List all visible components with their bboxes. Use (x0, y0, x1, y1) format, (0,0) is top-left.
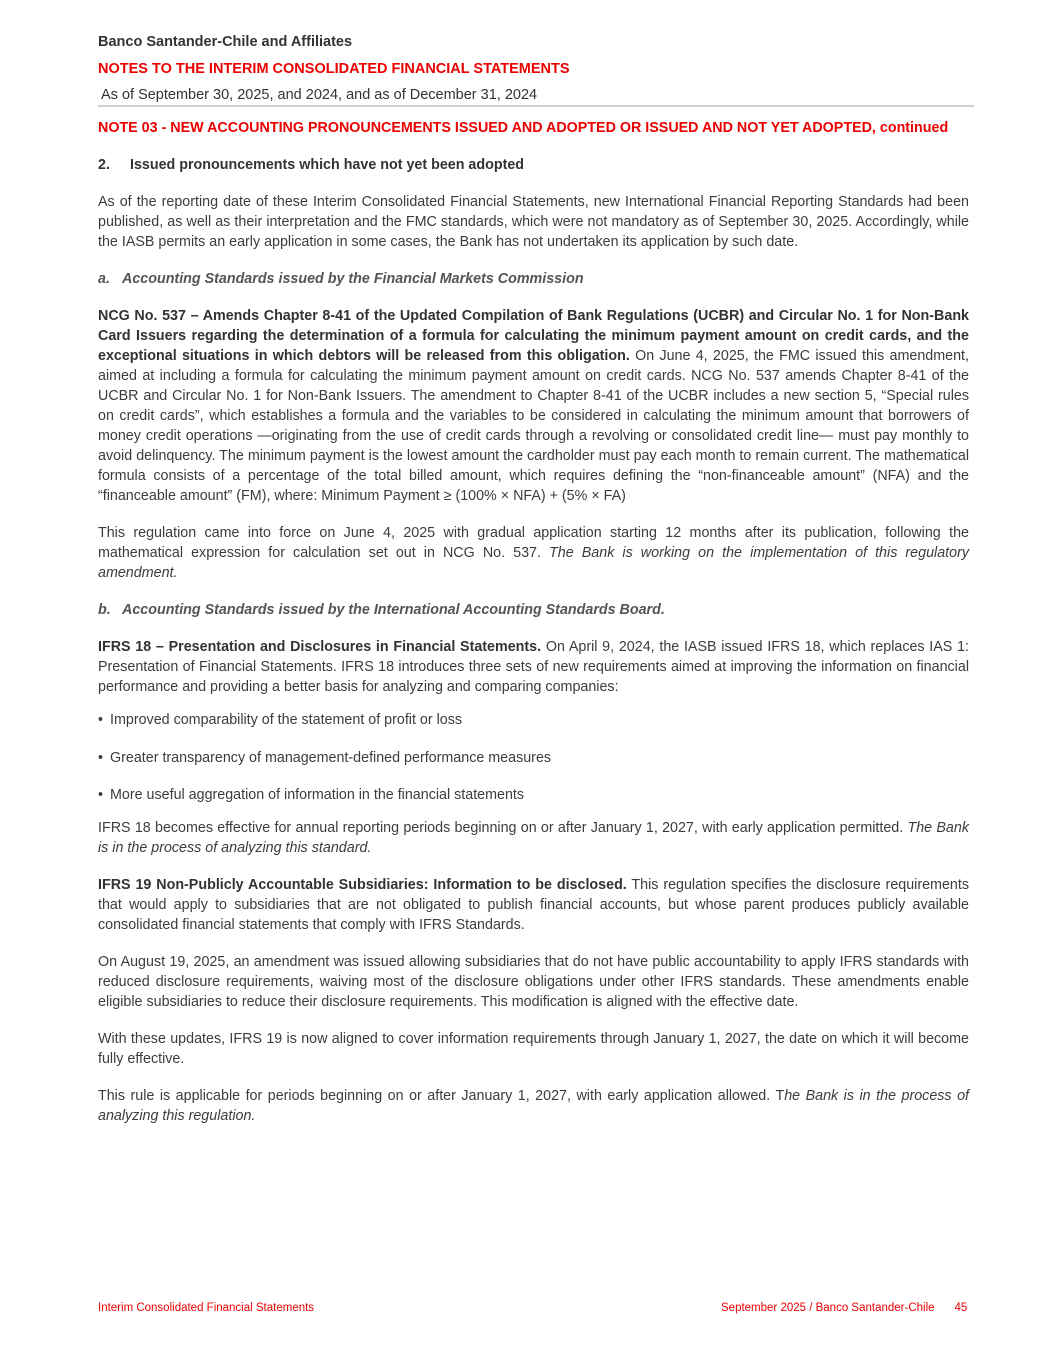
bullet-icon: • (98, 712, 104, 728)
subsection-a-letter: a. (98, 271, 110, 287)
ifrs18-effective-italic: The Bank is in the process of analyzing this standard. (98, 820, 969, 856)
date-line: As of September 30, 2025, and 2024, and as of December 31, 2024 (101, 87, 538, 103)
footer-right-text: September 2025 / Banco Santander-Chile (721, 1302, 935, 1314)
ifrs19-text: This regulation specifies the disclosure requirements that would apply to subsidiaries that are not obligated to publish financial accounts, but whose parent produces publicly available consolidated financial statements that comply with IFRS Standards. (98, 877, 969, 933)
ncg-537-force-paragraph (98, 523, 969, 583)
ncg-537-force-italic: The Bank is working on the implementation of this regulatory amendment. (98, 545, 969, 581)
company-name: Banco Santander-Chile and Affiliates (98, 34, 353, 50)
page-body (98, 118, 969, 1143)
section-heading (98, 155, 969, 175)
ifrs18-bullet-list (98, 710, 969, 805)
ifrs19-updates-paragraph: With these updates, IFRS 19 is now aligned to cover information requirements through January 1, 2027, the date on which it will become fully effective. (98, 1031, 969, 1067)
ifrs18-effective-text: IFRS 18 becomes effective for annual reporting periods beginning on or after January 1, 2027, with early application permitted. (98, 820, 908, 836)
bullet-icon: • (98, 749, 104, 766)
ncg-537-force-text: This regulation came into force on June 4, 2025 with gradual application starting 12 months after its publication, following the mathematical expression for calculation set out in NCG No. 537. (98, 525, 969, 561)
ifrs19-amendment-paragraph: On August 19, 2025, an amendment was issued allowing subsidiaries that do not have public accountability to apply IFRS standards with reduced disclosure requirements, waiving most of the disclosure obligations under other IFRS standards. These amendments enable eligible subsidiaries to reduce their disclosure requirements. This modification is aligned with the effective date. (98, 954, 969, 1010)
bullet-icon: • (98, 787, 104, 803)
note-title: NOTE 03 - NEW ACCOUNTING PRONOUNCEMENTS ISSUED AND ADOPTED OR ISSUED AND NOT YET ADOPTED, continued (98, 120, 949, 136)
footer-left: Interim Consolidated Financial Statements (98, 1302, 315, 1314)
ifrs19-rule-italic: he Bank is in the process of analyzing this regulation. (98, 1088, 970, 1124)
ifrs19-rule-paragraph (98, 1086, 969, 1126)
footer-right (721, 1302, 967, 1314)
ifrs19-rule-text: This rule is applicable for periods beginning on or after January 1, 2027, with early application allowed. T (98, 1088, 785, 1104)
ifrs18-title: IFRS 18 – Presentation and Disclosures in Financial Statements. (98, 639, 542, 655)
list-item: • More useful aggregation of information in the financial statements (98, 787, 525, 803)
section-title: Issued pronouncements which have not yet been adopted (130, 157, 525, 173)
list-item: • Improved comparability of the statement of profit or loss (98, 712, 463, 728)
list-item: • Greater transparency of management-defined performance measures (98, 749, 552, 766)
document-title: NOTES TO THE INTERIM CONSOLIDATED FINANCIAL STATEMENTS (98, 61, 570, 77)
section-intro: As of the reporting date of these Interim Consolidated Financial Statements, new International Financial Reporting Standards had been published, as well as their interpretation and the FMC standards, which were not mandatory as of September 30, 2025. Accordingly, while the IASB permits an early application in some cases, the Bank has not undertaken its application by such date. (98, 194, 969, 250)
ifrs19-title: IFRS 19 Non-Publicly Accountable Subsidiaries: Information to be disclosed. (98, 877, 627, 893)
header-divider (98, 105, 974, 107)
subsection-a-title: Accounting Standards issued by the Financial Markets Commission (122, 271, 584, 287)
subsection-b-title: Accounting Standards issued by the International Accounting Standards Board. (122, 602, 665, 618)
section-number: 2. (98, 157, 110, 173)
page-number: 45 (954, 1302, 968, 1314)
ifrs18-text: On April 9, 2024, the IASB issued IFRS 18, which replaces IAS 1: Presentation of Financial Statements. IFRS 18 introduces three sets of new requirements aimed at improving the information on financial performance and providing a better basis for analyzing and comparing companies: (98, 639, 970, 695)
ifrs18-paragraph (98, 637, 969, 697)
ifrs19-paragraph (98, 875, 969, 935)
subsection-b-letter: b. (98, 602, 111, 618)
ncg-537-title: NCG No. 537 – Amends Chapter 8-41 of the Updated Compilation of Bank Regulations (UCBR) and Circular No. 1 for Non-Bank Card Issuers regarding the determination of a formula for calculating the minimum payment amount on credit cards, and the exceptional situations in which debtors will be released from this obligation. (98, 308, 969, 364)
ifrs18-effective-paragraph (98, 818, 969, 858)
ncg-537-paragraph (98, 306, 969, 506)
subsection-a-heading (98, 269, 969, 289)
ncg-537-text: On June 4, 2025, the FMC issued this amendment, aimed at including a formula for calculating the minimum payment amount on credit cards. NCG No. 537 amends Chapter 8-41 of the UCBR and Circular No. 1 for Non-Bank Issuers. The amendment to Chapter 8-41 of the UCBR includes a new section 5, “Special rules on credit cards”, which establishes a formula and the variables to be considered in calculating the minimum amount that borrowers of money credit operations —originating from the use of credit cards through a revolving or consolidated credit line— must pay monthly to avoid delinquency. The minimum payment is the lowest amount the cardholder must pay each month to remain current. The mathematical formula consists of a percentage of the total billed amount, which requires defining the “non-financeable amount” (NFA) and the “financeable amount” (FM), where: Minimum Payment ≥ (100% × NFA) + (5% × FA) (98, 348, 969, 504)
subsection-b-heading (98, 600, 969, 620)
